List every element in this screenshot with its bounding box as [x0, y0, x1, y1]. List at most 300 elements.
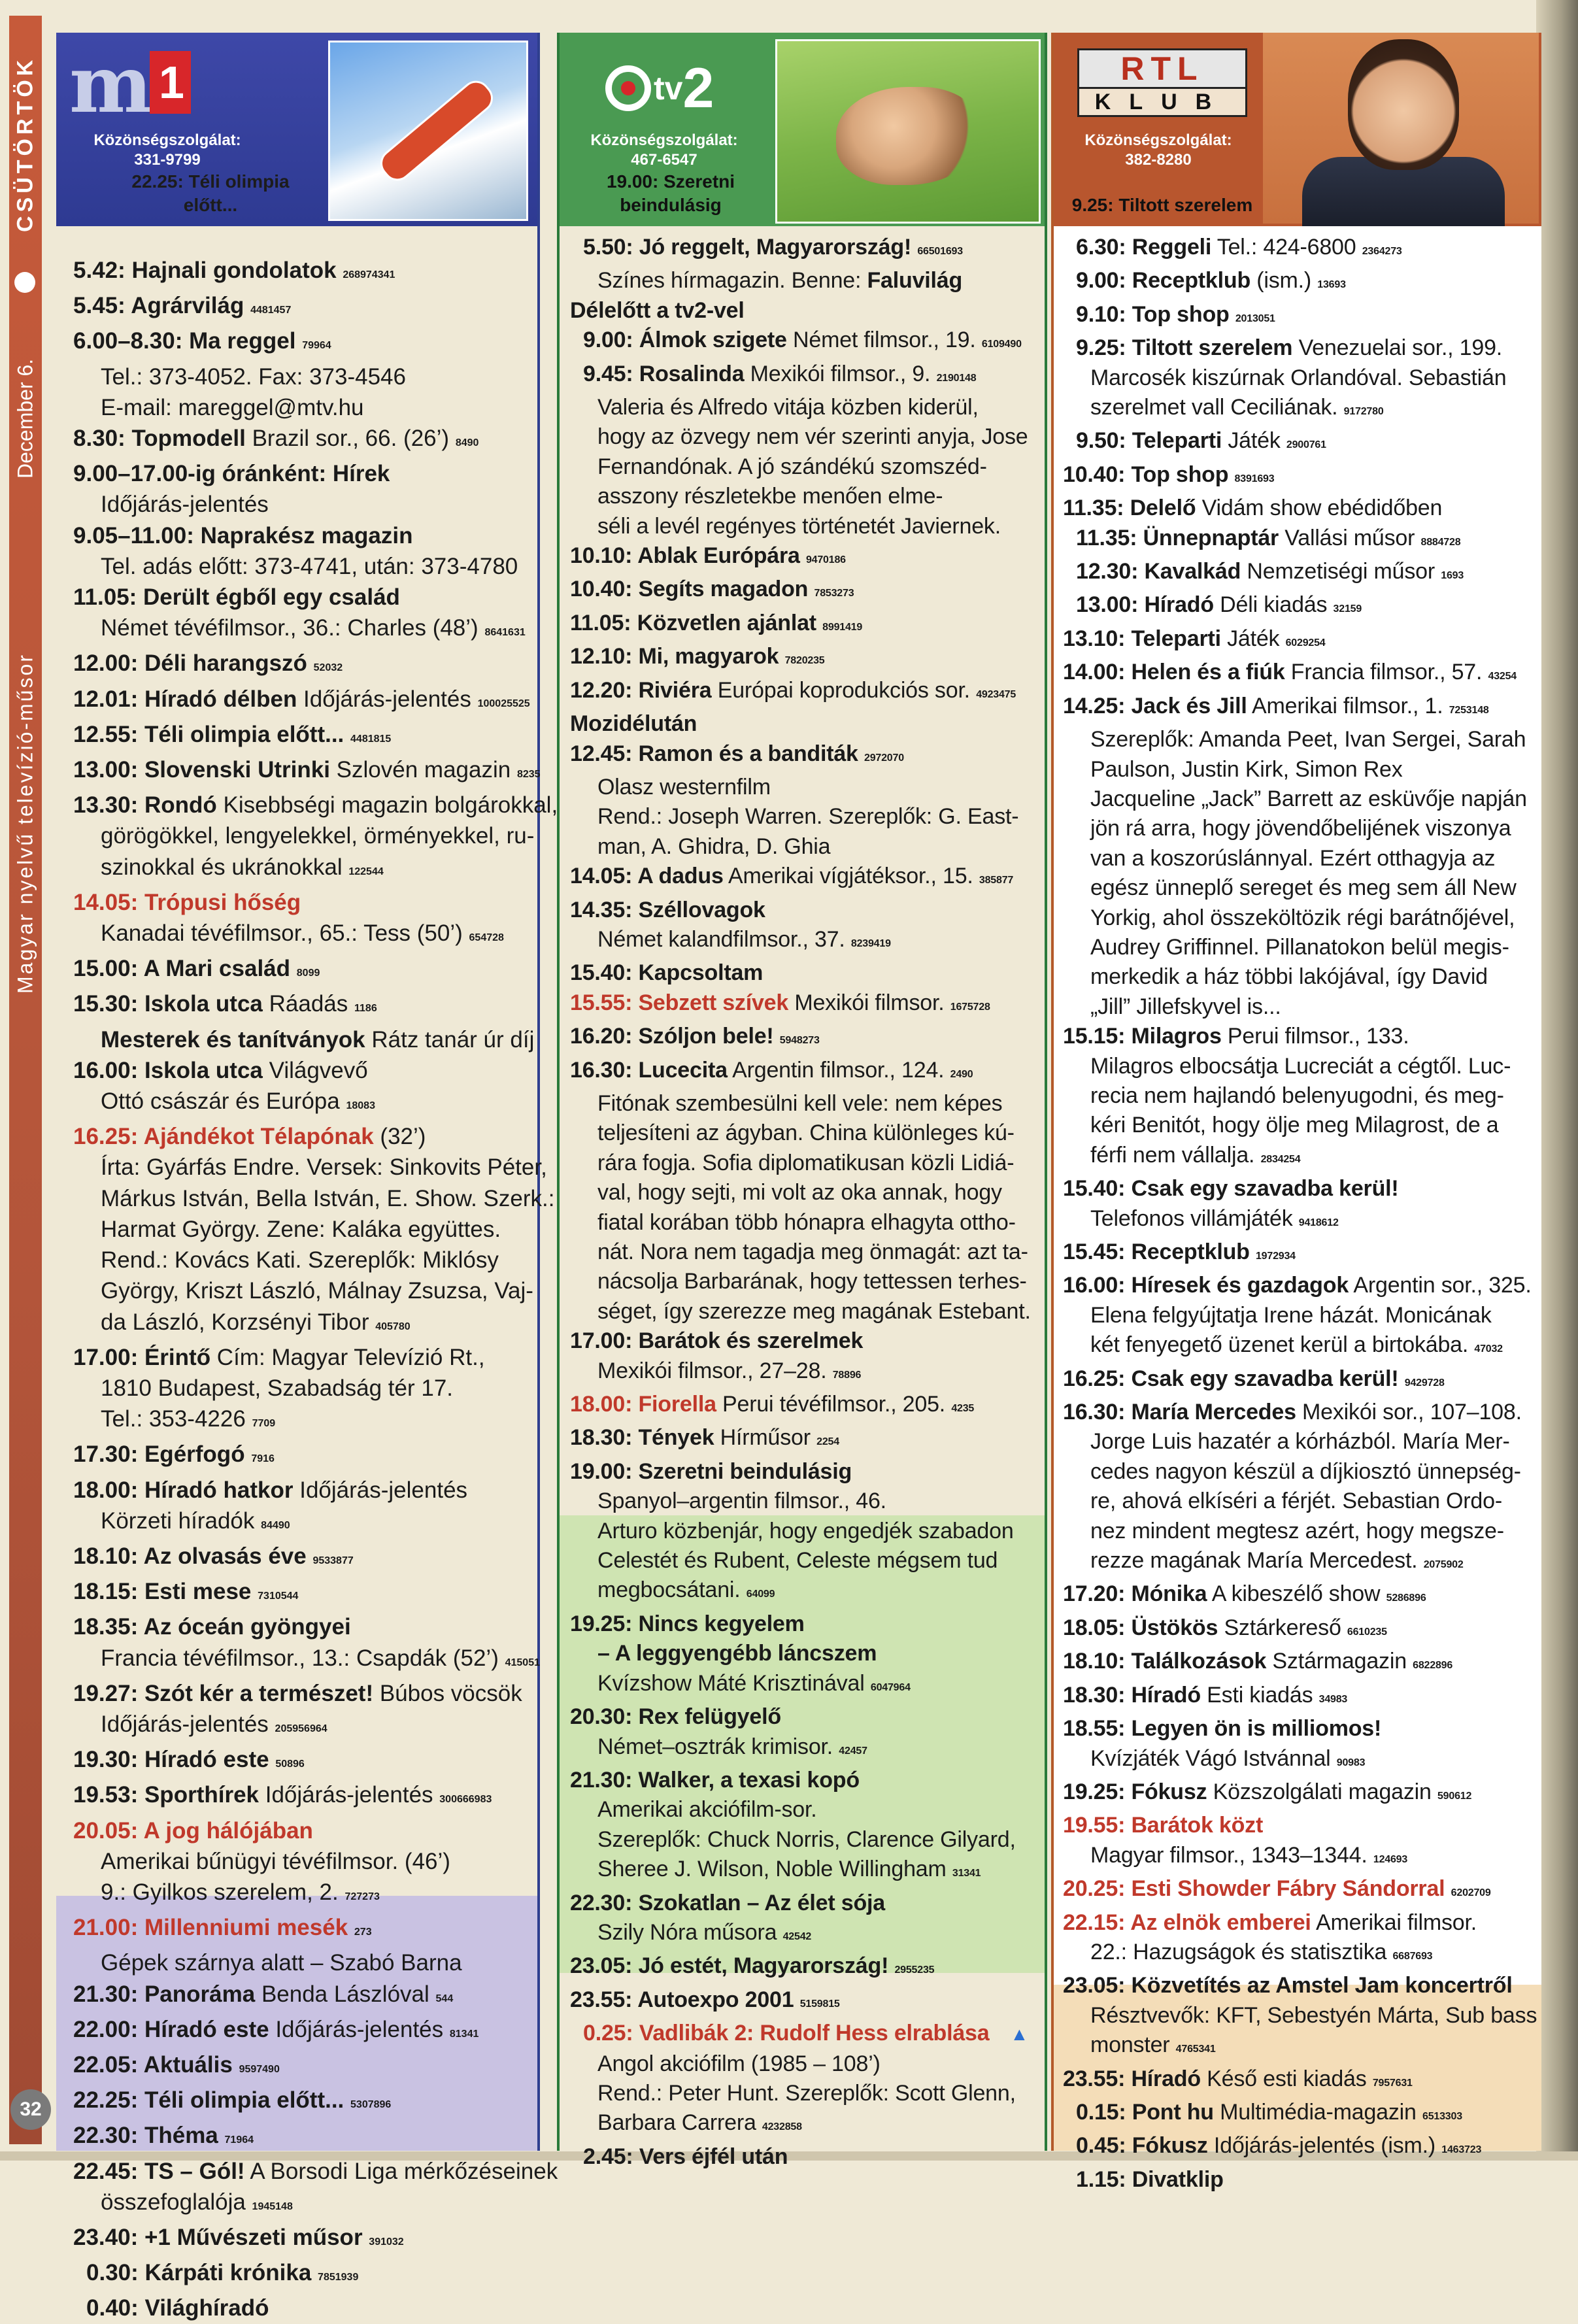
showview-code: 31341 [952, 1868, 981, 1879]
program-line [73, 255, 531, 290]
m1-logo-letter: m [69, 39, 150, 131]
program-title: 19.00: Szeretni beindulásig [570, 1458, 852, 1484]
program-title: 5.42: Hajnali gondolatok [73, 258, 337, 283]
program-subtitle: Mesterek és tanítványok [101, 1026, 365, 1053]
program-line [1063, 1271, 1535, 1300]
showview-code: 1945148 [252, 2200, 293, 2212]
showview-code: 300666983 [439, 1794, 492, 1806]
program-title: 18.55: Legyen ön is milliomos! [1063, 1716, 1382, 1742]
showview-code: 42457 [839, 1745, 867, 1757]
program-detail-line [1063, 393, 1535, 426]
program-description: Kvízjáték Vágó Istvánnal [1090, 1745, 1331, 1771]
program-title: 15.45: Receptklub [1063, 1239, 1250, 1264]
showview-code: 1693 [1441, 570, 1464, 582]
showview-code: 8391693 [1234, 473, 1275, 484]
program-description: Szlovén magazin [329, 757, 511, 783]
program-line [570, 1423, 1038, 1457]
program-description: Amerikai vígjátéksor., 15. [723, 864, 973, 889]
program-title: 12.55: Téli olimpia előtt... [73, 721, 344, 747]
showview-code: 100025525 [477, 698, 530, 709]
showview-code: 9418612 [1298, 1217, 1339, 1228]
program-line [1063, 2064, 1535, 2098]
program-detail-line [1063, 755, 1535, 784]
tv2-promo-photo [775, 39, 1041, 224]
showview-code: 64099 [746, 1589, 775, 1600]
showview-code: 42542 [782, 1930, 812, 1942]
program-description: görögökkel, lengyelekkel, örményekkel, ru- [101, 823, 535, 849]
program-detail-line [73, 1024, 535, 1055]
program-title: 23.55: Híradó [1063, 2066, 1201, 2091]
program-line [570, 1951, 1038, 1985]
program-description: Gépek szárnya alatt – Szabó Barna [101, 1950, 462, 1976]
program-description: Sztármagazin [1266, 1649, 1407, 1674]
program-description: rezze magának María Mercedest. [1090, 1548, 1418, 1574]
program-title: 17.30: Egérfogó [73, 1441, 245, 1468]
program-title: 16.20: Szóljon bele! [570, 1024, 774, 1049]
program-detail-line [73, 1947, 531, 1978]
showview-code: 6029254 [1285, 637, 1326, 648]
program-description: Argentin sor., 325. [1349, 1273, 1532, 1298]
program-description: Vidám show ebédidőben [1196, 496, 1443, 521]
program-title: 12.00: Déli harangszó [73, 650, 307, 677]
program-description: Kvízshow Máté Krisztinával [597, 1670, 865, 1696]
program-line [570, 896, 1038, 925]
program-detail-line [570, 1487, 1038, 1516]
program-line [73, 1611, 531, 1642]
program-title: 19.25: Fókusz [1063, 1779, 1207, 1804]
program-line [1063, 2131, 1535, 2164]
program-description: Időjárás-jelentés (ism.) [1207, 2133, 1436, 2159]
program-detail-line [1063, 1330, 1535, 1364]
program-line [73, 1055, 531, 1086]
tv2-service [566, 131, 762, 170]
program-description: Marcosék kiszúrnak Orlandóval. Sebastián [1090, 365, 1507, 390]
program-description-rest: Rátz tanár úr díj [365, 1026, 535, 1053]
program-detail-line [73, 1086, 531, 1121]
showview-code: 4923475 [976, 688, 1016, 700]
program-title: 9.10: Top shop [1076, 301, 1230, 327]
showview-code: 84490 [261, 1519, 290, 1531]
program-description: Szereplők: Amanda Peet, Ivan Sergei, Sarah [1090, 727, 1526, 752]
tv2-promo-caption: 19.00: Szeretni beindulásig [606, 171, 735, 215]
rtl-promo-caption: 9.25: Tiltott szerelem [1071, 195, 1253, 215]
program-detail-line [570, 1732, 1038, 1766]
showview-code: 2190148 [936, 372, 977, 384]
program-title: 13.10: Teleparti [1063, 626, 1221, 651]
program-detail-line [570, 1855, 1038, 1888]
program-detail-line [570, 1669, 1038, 1702]
program-title: 8.30: Topmodell [73, 426, 246, 452]
program-line [73, 1541, 531, 1576]
program-detail-line [73, 918, 531, 953]
program-detail-line [73, 613, 531, 648]
program-detail-line [1063, 1081, 1535, 1111]
program-line [1063, 1238, 1535, 1271]
program-title: 23.55: Autoexpo 2001 [570, 1987, 794, 2012]
program-description: recia nem hajlandó belenyugodni, és meg- [1090, 1083, 1504, 1108]
program-description: Időjárás-jelentés [293, 1477, 468, 1503]
program-description: monster [1090, 2032, 1170, 2058]
showview-code: 8641631 [484, 627, 526, 639]
m1-logo-number: 1 [150, 51, 191, 114]
showview-code: 385877 [979, 875, 1014, 886]
program-detail-line [1063, 903, 1535, 933]
program-title: 23.05: Közvetítés az Amstel Jam koncertről [1063, 1973, 1513, 1998]
program-title: 16.30: Lucecita [570, 1057, 728, 1083]
program-detail-line [73, 1506, 531, 1541]
program-description: Multimédia-magazin [1213, 2099, 1417, 2125]
program-line [570, 642, 1038, 675]
showview-code: 405780 [375, 1321, 411, 1332]
program-description: Rend.: Peter Hunt. Szereplők: Scott Glenn, [597, 2080, 1016, 2106]
program-title: 9.00: Receptklub [1076, 268, 1251, 294]
program-detail-line [570, 1546, 1038, 1575]
program-title: 13.00: Híradó [1076, 592, 1214, 618]
tv2-service-label: Közönségszolgálat: [590, 131, 738, 149]
program-line [570, 1056, 1038, 1089]
program-line [73, 520, 531, 551]
program-detail-line [73, 1709, 531, 1744]
program-line [73, 887, 531, 918]
program-line [1063, 266, 1535, 299]
program-title: 12.20: Riviéra [570, 677, 712, 703]
showview-code: 34983 [1318, 1693, 1348, 1705]
program-line [1063, 1398, 1535, 1427]
program-description: Ráadás [262, 991, 348, 1017]
program-line [1063, 524, 1535, 557]
program-detail-line [73, 852, 531, 887]
program-line [570, 1609, 1038, 1639]
program-title: 16.00: Iskola utca [73, 1057, 263, 1083]
program-title: 18.15: Esti mese [73, 1579, 252, 1605]
program-description: Vallási műsor [1279, 525, 1415, 550]
showview-code: 18083 [346, 1100, 375, 1112]
program-detail-line [1063, 1204, 1535, 1238]
program-detail-line [570, 1639, 1038, 1668]
program-detail-line [570, 1918, 1038, 1951]
page-number: 32 [10, 2089, 51, 2130]
program-detail-line [73, 1643, 540, 1678]
showview-code: 5948273 [779, 1035, 820, 1047]
program-title: 17.20: Mónika [1063, 1581, 1207, 1607]
program-title: 18.05: Üstökös [1063, 1615, 1218, 1640]
tv2-schedule [570, 233, 1038, 2169]
program-title: 22.25: Téli olimpia előtt... [73, 2087, 344, 2113]
showview-code: 1463723 [1441, 2144, 1482, 2156]
program-line [570, 1326, 1038, 1356]
face-image [1348, 39, 1459, 170]
program-detail-line [73, 551, 531, 582]
program-detail-line [73, 1245, 531, 1275]
program-line [570, 541, 1038, 575]
program-detail-line [73, 1307, 531, 1342]
program-detail-line [570, 393, 1038, 422]
program-line [1063, 1022, 1535, 1051]
showview-code: 2013051 [1235, 312, 1275, 324]
program-line [73, 2257, 531, 2293]
program-detail-line [73, 1183, 555, 1214]
program-line [1063, 1364, 1535, 1398]
program-detail-line [1063, 1141, 1535, 1174]
program-title: 23.05: Jó estét, Magyarország! [570, 1953, 889, 1979]
program-title: 23.40: +1 Művészeti műsor [73, 2224, 363, 2250]
program-description: Arturo közbenjár, hogy engedjék szabadon [597, 1518, 1014, 1543]
showview-code: 4481457 [250, 305, 292, 316]
program-description: Játék [1222, 428, 1281, 454]
rtl-logo [1077, 48, 1247, 117]
program-description: Nemzetiségi műsor [1241, 559, 1435, 584]
m1-service-label: Közönségszolgálat: [93, 131, 241, 149]
channel-column-m1 [56, 33, 558, 2321]
showview-code: 7853273 [814, 588, 854, 599]
channel-header-m1 [56, 33, 537, 226]
program-title: 18.00: Híradó hatkor [73, 1477, 294, 1503]
program-line [73, 1576, 531, 1611]
program-detail-line [1063, 725, 1535, 754]
program-description: val, hogy sejti, mi volt az oka annak, hogy [597, 1180, 1002, 1205]
program-line [73, 1342, 531, 1373]
program-description: Amerikai akciófilm-sor. [597, 1797, 817, 1823]
channel-column-rtl [1051, 33, 1541, 2192]
program-title: 19.25: Nincs kegyelem [570, 1611, 805, 1636]
side-dot-icon [14, 272, 35, 293]
program-description: Tel. adás előtt: 373-4741, után: 373-4780 [101, 553, 518, 579]
program-title: 14.05: A dadus [570, 864, 724, 889]
program-line [1063, 494, 1535, 523]
program-title: 15.40: Kapcsoltam [570, 960, 764, 986]
program-description: séli a levél regényes történetét Javiernek. [597, 513, 1001, 539]
program-line [73, 790, 558, 820]
program-title: 11.05: Közvetlen ajánlat [570, 610, 816, 635]
program-description: Audrey Griffinnel. Pillanatokon belül megis- [1090, 934, 1509, 960]
program-description: Venezuelai sor., 199. [1292, 335, 1503, 361]
program-description: Valeria és Alfredo vitája közben kiderül, [597, 395, 979, 420]
program-description: Francia filmsor., 57. [1284, 660, 1483, 685]
program-line [73, 1678, 531, 1709]
showview-code: 391032 [369, 2236, 404, 2248]
program-line [73, 953, 531, 988]
program-description: szerelmet vall Ceciliának. [1090, 395, 1338, 420]
program-line [73, 684, 531, 719]
program-title: 0.40: Világhíradó [86, 2295, 269, 2321]
program-description: Telefonos villámjáték [1090, 1205, 1293, 1231]
program-title: 1.15: Divatklip [1076, 2166, 1224, 2192]
program-title: 22.30: Szokatlan – Az élet sója [570, 1890, 885, 1915]
showview-code: 544 [435, 1993, 454, 2004]
program-description: Búbos vöcsök [373, 1680, 522, 1706]
program-description: Rend.: Joseph Warren. Szereplők: G. East- [597, 804, 1019, 830]
showview-code: 7820235 [784, 655, 825, 667]
program-description: Barbara Carrera [597, 2110, 756, 2136]
program-detail-line [1063, 1841, 1535, 1874]
program-description: Írta: Gyárfás Endre. Versek: Sinkovits Péter, [101, 1154, 547, 1181]
program-title: 0.45: Fókusz [1076, 2133, 1208, 2159]
program-line [73, 2085, 531, 2120]
program-title: 5.50: Jó reggelt, Magyarország! [583, 235, 912, 260]
program-title: 15.30: Iskola utca [73, 991, 263, 1017]
program-description: merkedik a ház többi lakójával, így David [1090, 964, 1488, 990]
program-detail-line [73, 2187, 531, 2222]
program-line [1063, 1874, 1535, 1908]
showview-code: 32159 [1333, 603, 1362, 615]
showview-code: 4232858 [762, 2121, 802, 2133]
program-detail-line [1063, 2030, 1535, 2064]
rtl-schedule [1063, 233, 1537, 2192]
showview-code: 5307896 [350, 2099, 392, 2111]
showview-code: 654728 [469, 932, 504, 944]
program-line [73, 988, 531, 1024]
showview-code: 415051 [505, 1657, 540, 1668]
showview-code: 66501693 [917, 246, 963, 257]
page-scan-edge [1536, 0, 1578, 2161]
program-line [1063, 1579, 1535, 1613]
program-line [1063, 1777, 1535, 1811]
m1-service-phone: 331-9799 [134, 151, 201, 169]
program-title: 22.45: TS – Gól! [73, 2158, 245, 2184]
side-caption: Magyar nyelvű televízió-műsor [13, 653, 37, 994]
program-description: re, ahová elkíséri a férjét. Sebastian Ordo- [1090, 1489, 1502, 1514]
program-description: férfi nem vállalja. [1090, 1142, 1255, 1168]
program-description: Európai koprodukciós sor. [711, 677, 970, 703]
program-line [73, 648, 531, 683]
program-line [1063, 460, 1535, 494]
showview-code: 122544 [348, 866, 384, 877]
side-date-label: December 6. [13, 358, 37, 479]
program-line [73, 1475, 531, 1506]
program-description: Fitónak szembesülni kell vele: nem képes [597, 1090, 1003, 1116]
program-title: 9.25: Tiltott szerelem [1076, 335, 1293, 361]
program-description: Mexikói sor., 107–108. [1296, 1400, 1522, 1425]
showview-code: 7916 [251, 1453, 275, 1465]
program-detail-line [570, 1089, 1038, 1119]
program-line [570, 2019, 1038, 2049]
m1-schedule [73, 255, 558, 2321]
program-detail-line [1063, 1546, 1535, 1579]
showview-code: 79964 [302, 340, 331, 352]
program-line [1063, 233, 1535, 266]
showview-code: 727273 [344, 1891, 380, 1902]
program-title: 20.30: Rex felügyelő [570, 1704, 781, 1730]
program-description: Időjárás-jelentés [269, 2016, 444, 2042]
program-description: Színes hírmagazin. Benne: [597, 268, 867, 294]
program-line [570, 676, 1038, 709]
program-description: nácsolja Barbarának, hogy tettessen terhes- [597, 1269, 1027, 1294]
program-description: Német filmsor., 19. [786, 328, 976, 353]
program-detail-line [1063, 844, 1535, 873]
program-title: 13.00: Slovenski Utrinki [73, 757, 330, 783]
program-title: 16.25: Ajándékot Télapónak [73, 1124, 374, 1150]
showview-code: 8235 [516, 769, 541, 781]
couple-image [836, 87, 980, 185]
program-description: Amerikai bűnügyi tévéfilmsor. (46’) [101, 1848, 450, 1874]
program-detail-line [1063, 784, 1535, 814]
program-title: 10.40: Segíts magadon [570, 577, 809, 602]
program-detail-line [570, 2049, 1038, 2079]
program-title: 18.30: Tények [570, 1425, 714, 1451]
program-description: Jacqueline „Jack” Barrett az esküvője napján [1090, 786, 1527, 811]
program-line [570, 233, 1038, 266]
program-line [73, 326, 531, 361]
showview-code: 9429728 [1404, 1377, 1445, 1389]
program-detail-line [1063, 1487, 1535, 1516]
program-description: Harmat György. Zene: Kaláka együttes. [101, 1216, 501, 1242]
program-description: Esti kiadás [1200, 1682, 1313, 1708]
program-detail-line [73, 362, 531, 392]
program-description: Résztvevők: KFT, Sebestyén Márta, Sub bass [1090, 2002, 1537, 2028]
program-title: 16.00: Híresek és gazdagok [1063, 1273, 1349, 1298]
program-detail-line [570, 422, 1038, 452]
program-title: 0.25: Vadlibák 2: Rudolf Hess elrablása [583, 2021, 990, 2046]
program-description: egész ünneplő sereget és meg sem áll New [1090, 875, 1517, 901]
showview-code: 6109490 [981, 339, 1022, 350]
m1-service [69, 131, 265, 170]
program-description: Késő esti kiadás [1200, 2066, 1367, 2091]
program-description: rára fogja. Sofia diplomatikusan közli Lidiá- [597, 1150, 1015, 1175]
program-description: da László, Korzsényi Tibor [101, 1309, 369, 1335]
m1-promo-photo [328, 41, 528, 221]
program-title: 0.30: Kárpáti krónika [86, 2260, 312, 2286]
program-title: 5.45: Agrárvilág [73, 293, 244, 319]
program-line [73, 582, 531, 613]
program-line [73, 2120, 531, 2155]
program-description: Ottó császár és Európa [101, 1088, 340, 1115]
program-line [73, 458, 531, 489]
program-title: 22.30: Théma [73, 2123, 218, 2149]
program-description: 9.: Gyilkos szerelem, 2. [101, 1879, 339, 1905]
program-detail-line [570, 482, 1038, 511]
program-description: Spanyol–argentin filmsor., 46. [597, 1489, 886, 1514]
showview-code: 5286896 [1386, 1592, 1426, 1604]
showview-code: 4481815 [350, 733, 392, 745]
program-description: Kanadai tévéfilmsor., 65.: Tess (50’) [101, 920, 463, 947]
program-line [1063, 300, 1535, 333]
program-title: 14.35: Széllovagok [570, 897, 765, 922]
side-day-label: CSÜTÖRTÖK [12, 56, 38, 232]
program-line [73, 1779, 531, 1815]
program-description: Közszolgálati magazin [1207, 1779, 1432, 1804]
program-description: Sheree J. Wilson, Noble Willingham [597, 1857, 947, 1882]
program-detail-line [73, 489, 531, 520]
program-line [73, 2014, 531, 2049]
showview-code: 2955235 [894, 1964, 935, 1976]
program-detail-line [1063, 1052, 1535, 1081]
program-description: Sztárkereső [1218, 1615, 1341, 1640]
program-title: 20.05: A jog hálójában [73, 1817, 313, 1844]
program-detail-line [73, 1846, 531, 1877]
program-title: 0.15: Pont hu [1076, 2099, 1214, 2125]
showview-code: 43254 [1488, 671, 1517, 682]
program-line [570, 1390, 1038, 1423]
program-line [570, 709, 1038, 739]
program-detail-line [73, 1152, 547, 1183]
program-description: megbocsátani. [597, 1577, 741, 1603]
program-line [73, 1744, 531, 1779]
showview-code: 8991419 [822, 621, 863, 633]
program-description: Cím: Magyar Televízió Rt., [210, 1344, 485, 1370]
program-description: van a koszorúslánnyal. Ezért otthagyja az [1090, 845, 1496, 871]
program-line [1063, 1174, 1535, 1204]
program-detail-line [1063, 1427, 1535, 1457]
program-title: 18.30: Híradó [1063, 1682, 1201, 1708]
tv2-service-phone: 467-6547 [631, 151, 697, 169]
showview-code: 71964 [224, 2134, 254, 2146]
program-description: Brazil sor., 66. (26’) [245, 426, 450, 452]
program-description: Rend.: Kovács Kati. Szereplők: Miklósy [101, 1247, 499, 1273]
program-description: kéri Benitót, hogy ölje meg Milagrost, de a [1090, 1113, 1499, 1138]
showview-code: 1972934 [1255, 1251, 1296, 1262]
rtl-promo-photo [1263, 33, 1539, 224]
showview-code: 7253148 [1449, 704, 1489, 716]
